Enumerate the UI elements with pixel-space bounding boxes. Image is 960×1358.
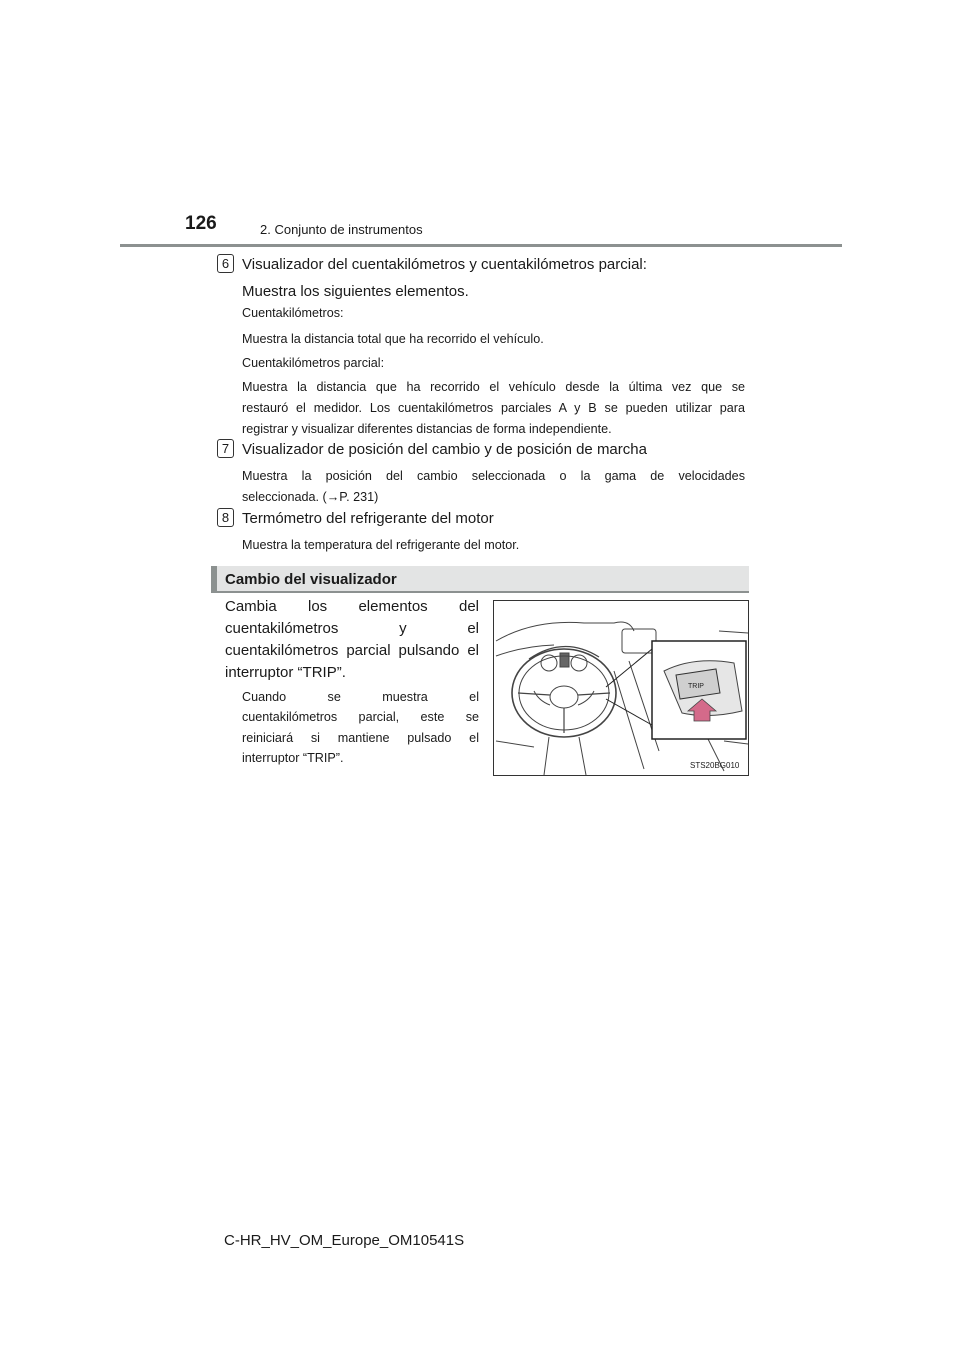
section-note: [242, 687, 479, 769]
item-8-title: Termómetro del refrigerante del motor: [242, 510, 494, 527]
header-rule: [120, 244, 842, 247]
section-note-line: reiniciará si mantiene pulsado el: [242, 730, 479, 745]
item-6-line-5: restauró el medidor. Los cuentakilómetros parciales A y B se pueden utilizar para: [242, 401, 745, 415]
section-body-line: Cambia los elementos del: [225, 598, 479, 615]
item-7-line-2: seleccionada. (→P. 231): [242, 490, 379, 504]
item-8-line-1: Muestra la temperatura del refrigerante del motor.: [242, 538, 520, 552]
page-number: 126: [185, 213, 217, 234]
chapter-title: 2. Conjunto de instrumentos: [260, 222, 423, 237]
section-body-line: cuentakilómetros parcial pulsando el: [225, 642, 479, 659]
footer-doc-id: C-HR_HV_OM_Europe_OM10541S: [224, 1232, 465, 1249]
section-body-line: cuentakilómetros y el: [225, 620, 479, 637]
trip-button-label: TRIP: [688, 683, 704, 690]
item-6-line-4: Muestra la distancia que ha recorrido el vehículo desde la última vez que se: [242, 380, 745, 394]
item-6-line-2: Muestra la distancia total que ha recorrido el vehículo.: [242, 332, 544, 346]
steering-wheel-drawing: [494, 601, 748, 775]
item-7-line-1: Muestra la posición del cambio seleccionada o la gama de velocidades: [242, 469, 745, 483]
section-title: Cambio del visualizador: [225, 571, 397, 588]
section-note-line: Cuando se muestra el: [242, 690, 479, 704]
item-7-title: Visualizador de posición del cambio y de posición de marcha: [242, 441, 647, 458]
item-6-line-3: Cuentakilómetros parcial:: [242, 356, 385, 370]
item-6-number: 6: [217, 254, 234, 273]
dashboard-illustration: [493, 600, 749, 776]
section-note-line: interruptor “TRIP”.: [242, 751, 344, 766]
item-7-number: 7: [217, 439, 234, 458]
item-8-number: 8: [217, 508, 234, 527]
item-6-line-1: Cuentakilómetros:: [242, 306, 344, 320]
item-6-line-6: registrar y visualizar diferentes distancias de forma independiente.: [242, 422, 612, 436]
item-6-title: Visualizador del cuentakilómetros y cuentakilómetros parcial:: [242, 256, 647, 273]
section-body-line: interruptor “TRIP”.: [225, 664, 346, 681]
section-body: [225, 596, 479, 684]
item-6-subtitle: Muestra los siguientes elementos.: [242, 283, 469, 300]
illustration-code: STS20BG010: [690, 761, 740, 770]
section-note-line: cuentakilómetros parcial, este se: [242, 710, 479, 725]
